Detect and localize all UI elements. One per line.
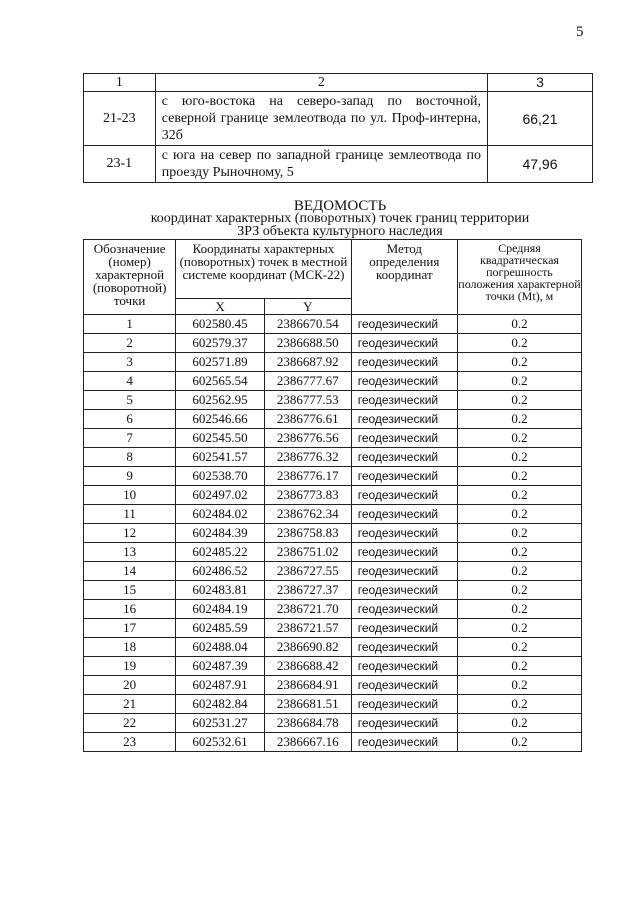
coordinate-x: 602541.57 xyxy=(176,448,265,467)
mean-square-error: 0.2 xyxy=(457,372,581,391)
mean-square-error: 0.2 xyxy=(457,676,581,695)
determination-method: геодезический xyxy=(351,505,457,524)
point-number: 21 xyxy=(84,695,176,714)
coordinate-y: 2386727.37 xyxy=(264,581,351,600)
coordinate-x: 602485.59 xyxy=(176,619,265,638)
point-number: 14 xyxy=(84,562,176,581)
determination-method: геодезический xyxy=(351,524,457,543)
header-method: Метод определения координат xyxy=(351,240,457,315)
coordinate-x: 602532.61 xyxy=(176,733,265,752)
mean-square-error: 0.2 xyxy=(457,429,581,448)
point-number: 7 xyxy=(84,429,176,448)
point-number: 10 xyxy=(84,486,176,505)
coordinate-x: 602485.22 xyxy=(176,543,265,562)
determination-method: геодезический xyxy=(351,619,457,638)
segment-id: 21-23 xyxy=(84,92,156,146)
header-x: X xyxy=(176,299,265,315)
header-mean-square-error: Средняя квадратическая погрешность положения характерной точки (Mt), м xyxy=(457,240,581,315)
coordinate-x: 602580.45 xyxy=(176,315,265,334)
determination-method: геодезический xyxy=(351,315,457,334)
coordinate-x: 602486.52 xyxy=(176,562,265,581)
segment-id: 23-1 xyxy=(84,146,156,183)
coordinate-x: 602571.89 xyxy=(176,353,265,372)
coordinate-row xyxy=(84,372,582,391)
coordinate-y: 2386684.78 xyxy=(264,714,351,733)
determination-method: геодезический xyxy=(351,391,457,410)
mean-square-error: 0.2 xyxy=(457,334,581,353)
coordinate-y: 2386727.55 xyxy=(264,562,351,581)
coordinate-y: 2386667.16 xyxy=(264,733,351,752)
point-number: 19 xyxy=(84,657,176,676)
coordinate-x: 602531.27 xyxy=(176,714,265,733)
coordinate-row xyxy=(84,448,582,467)
segment-length-table xyxy=(83,73,593,183)
segment-description: с юга на север по западной границе землеотвода по проезду Рыночному, 5 xyxy=(155,146,487,183)
point-number: 22 xyxy=(84,714,176,733)
mean-square-error: 0.2 xyxy=(457,486,581,505)
coordinate-y: 2386688.42 xyxy=(264,657,351,676)
point-number: 12 xyxy=(84,524,176,543)
determination-method: геодезический xyxy=(351,695,457,714)
coordinate-y: 2386776.56 xyxy=(264,429,351,448)
page-number: 5 xyxy=(576,24,584,40)
coordinates-table xyxy=(83,239,582,752)
coordinate-row xyxy=(84,676,582,695)
determination-method: геодезический xyxy=(351,486,457,505)
mean-square-error: 0.2 xyxy=(457,600,581,619)
point-number: 2 xyxy=(84,334,176,353)
statement-subtitle-line-1: координат характерных (поворотных) точек границ территории xyxy=(150,211,530,226)
determination-method: геодезический xyxy=(351,657,457,676)
coordinate-x: 602579.37 xyxy=(176,334,265,353)
coordinate-x: 602497.02 xyxy=(176,486,265,505)
coordinate-row xyxy=(84,543,582,562)
mean-square-error: 0.2 xyxy=(457,524,581,543)
coordinate-y: 2386758.83 xyxy=(264,524,351,543)
coordinate-row xyxy=(84,714,582,733)
determination-method: геодезический xyxy=(351,429,457,448)
mean-square-error: 0.2 xyxy=(457,410,581,429)
determination-method: геодезический xyxy=(351,714,457,733)
coordinate-row xyxy=(84,562,582,581)
segment-header-col-3: 3 xyxy=(487,74,592,92)
coordinate-y: 2386762.34 xyxy=(264,505,351,524)
determination-method: геодезический xyxy=(351,733,457,752)
determination-method: геодезический xyxy=(351,467,457,486)
coordinate-row xyxy=(84,505,582,524)
coordinate-x: 602546.66 xyxy=(176,410,265,429)
coordinate-row xyxy=(84,315,582,334)
point-number: 13 xyxy=(84,543,176,562)
coordinate-row xyxy=(84,638,582,657)
point-number: 9 xyxy=(84,467,176,486)
point-number: 17 xyxy=(84,619,176,638)
coordinate-x: 602538.70 xyxy=(176,467,265,486)
point-number: 16 xyxy=(84,600,176,619)
point-number: 15 xyxy=(84,581,176,600)
mean-square-error: 0.2 xyxy=(457,733,581,752)
coordinate-row xyxy=(84,334,582,353)
coordinate-y: 2386776.32 xyxy=(264,448,351,467)
coordinates-body xyxy=(84,315,582,752)
coordinate-y: 2386776.17 xyxy=(264,467,351,486)
coordinate-x: 602483.81 xyxy=(176,581,265,600)
coordinate-row xyxy=(84,524,582,543)
coordinate-y: 2386777.67 xyxy=(264,372,351,391)
coordinate-row xyxy=(84,429,582,448)
point-number: 1 xyxy=(84,315,176,334)
coordinate-y: 2386688.50 xyxy=(264,334,351,353)
coordinate-row xyxy=(84,486,582,505)
coordinate-x: 602565.54 xyxy=(176,372,265,391)
determination-method: геодезический xyxy=(351,448,457,467)
determination-method: геодезический xyxy=(351,543,457,562)
mean-square-error: 0.2 xyxy=(457,543,581,562)
coordinates-header-row xyxy=(84,240,582,299)
coordinate-row xyxy=(84,467,582,486)
determination-method: геодезический xyxy=(351,562,457,581)
coordinate-y: 2386773.83 xyxy=(264,486,351,505)
determination-method: геодезический xyxy=(351,334,457,353)
coordinate-x: 602484.02 xyxy=(176,505,265,524)
coordinate-row xyxy=(84,391,582,410)
coordinate-y: 2386681.51 xyxy=(264,695,351,714)
point-number: 11 xyxy=(84,505,176,524)
point-number: 3 xyxy=(84,353,176,372)
coordinate-y: 2386721.70 xyxy=(264,600,351,619)
statement-title: ВЕДОМОСТЬ xyxy=(293,198,387,214)
coordinate-y: 2386721.57 xyxy=(264,619,351,638)
mean-square-error: 0.2 xyxy=(457,467,581,486)
segment-row xyxy=(84,146,593,183)
determination-method: геодезический xyxy=(351,676,457,695)
coordinate-x: 602487.39 xyxy=(176,657,265,676)
point-number: 23 xyxy=(84,733,176,752)
point-number: 18 xyxy=(84,638,176,657)
coordinate-row xyxy=(84,581,582,600)
segment-table-header-row xyxy=(84,74,593,92)
coordinate-x: 602488.04 xyxy=(176,638,265,657)
coordinate-row xyxy=(84,600,582,619)
mean-square-error: 0.2 xyxy=(457,657,581,676)
determination-method: геодезический xyxy=(351,372,457,391)
coordinate-row xyxy=(84,657,582,676)
mean-square-error: 0.2 xyxy=(457,353,581,372)
header-point-designation: Обозначение (номер) характерной (поворотной) точки xyxy=(84,240,176,315)
segment-header-col-2: 2 xyxy=(155,74,487,92)
statement-subtitle-line-2: ЗРЗ объекта культурного наследия xyxy=(237,224,443,239)
point-number: 6 xyxy=(84,410,176,429)
mean-square-error: 0.2 xyxy=(457,714,581,733)
segment-header-col-1: 1 xyxy=(84,74,156,92)
coordinate-x: 602545.50 xyxy=(176,429,265,448)
segment-length: 47,96 xyxy=(487,146,592,183)
coordinate-x: 602482.84 xyxy=(176,695,265,714)
point-number: 20 xyxy=(84,676,176,695)
segment-description: с юго-востока на северо-запад по восточной, северной границе землеотвода по ул. Проф-интерна, 32б xyxy=(155,92,487,146)
segment-length: 66,21 xyxy=(487,92,592,146)
coordinate-y: 2386776.61 xyxy=(264,410,351,429)
mean-square-error: 0.2 xyxy=(457,562,581,581)
coordinate-y: 2386690.82 xyxy=(264,638,351,657)
determination-method: геодезический xyxy=(351,581,457,600)
determination-method: геодезический xyxy=(351,410,457,429)
coordinate-x: 602484.19 xyxy=(176,600,265,619)
coordinate-row xyxy=(84,695,582,714)
coordinate-row xyxy=(84,733,582,752)
coordinate-y: 2386687.92 xyxy=(264,353,351,372)
header-coordinates: Координаты характерных (поворотных) точек в местной системе координат (МСК-22) xyxy=(176,240,352,299)
determination-method: геодезический xyxy=(351,638,457,657)
coordinate-row xyxy=(84,619,582,638)
coordinate-row xyxy=(84,410,582,429)
mean-square-error: 0.2 xyxy=(457,695,581,714)
coordinate-y: 2386670.54 xyxy=(264,315,351,334)
coordinate-y: 2386751.02 xyxy=(264,543,351,562)
coordinate-x: 602562.95 xyxy=(176,391,265,410)
mean-square-error: 0.2 xyxy=(457,581,581,600)
mean-square-error: 0.2 xyxy=(457,619,581,638)
mean-square-error: 0.2 xyxy=(457,315,581,334)
determination-method: геодезический xyxy=(351,353,457,372)
point-number: 4 xyxy=(84,372,176,391)
segment-row xyxy=(84,92,593,146)
point-number: 5 xyxy=(84,391,176,410)
coordinate-y: 2386684.91 xyxy=(264,676,351,695)
coordinate-y: 2386777.53 xyxy=(264,391,351,410)
coordinate-x: 602487.91 xyxy=(176,676,265,695)
determination-method: геодезический xyxy=(351,600,457,619)
point-number: 8 xyxy=(84,448,176,467)
header-y: Y xyxy=(264,299,351,315)
mean-square-error: 0.2 xyxy=(457,505,581,524)
mean-square-error: 0.2 xyxy=(457,638,581,657)
coordinate-x: 602484.39 xyxy=(176,524,265,543)
mean-square-error: 0.2 xyxy=(457,448,581,467)
mean-square-error: 0.2 xyxy=(457,391,581,410)
coordinate-row xyxy=(84,353,582,372)
